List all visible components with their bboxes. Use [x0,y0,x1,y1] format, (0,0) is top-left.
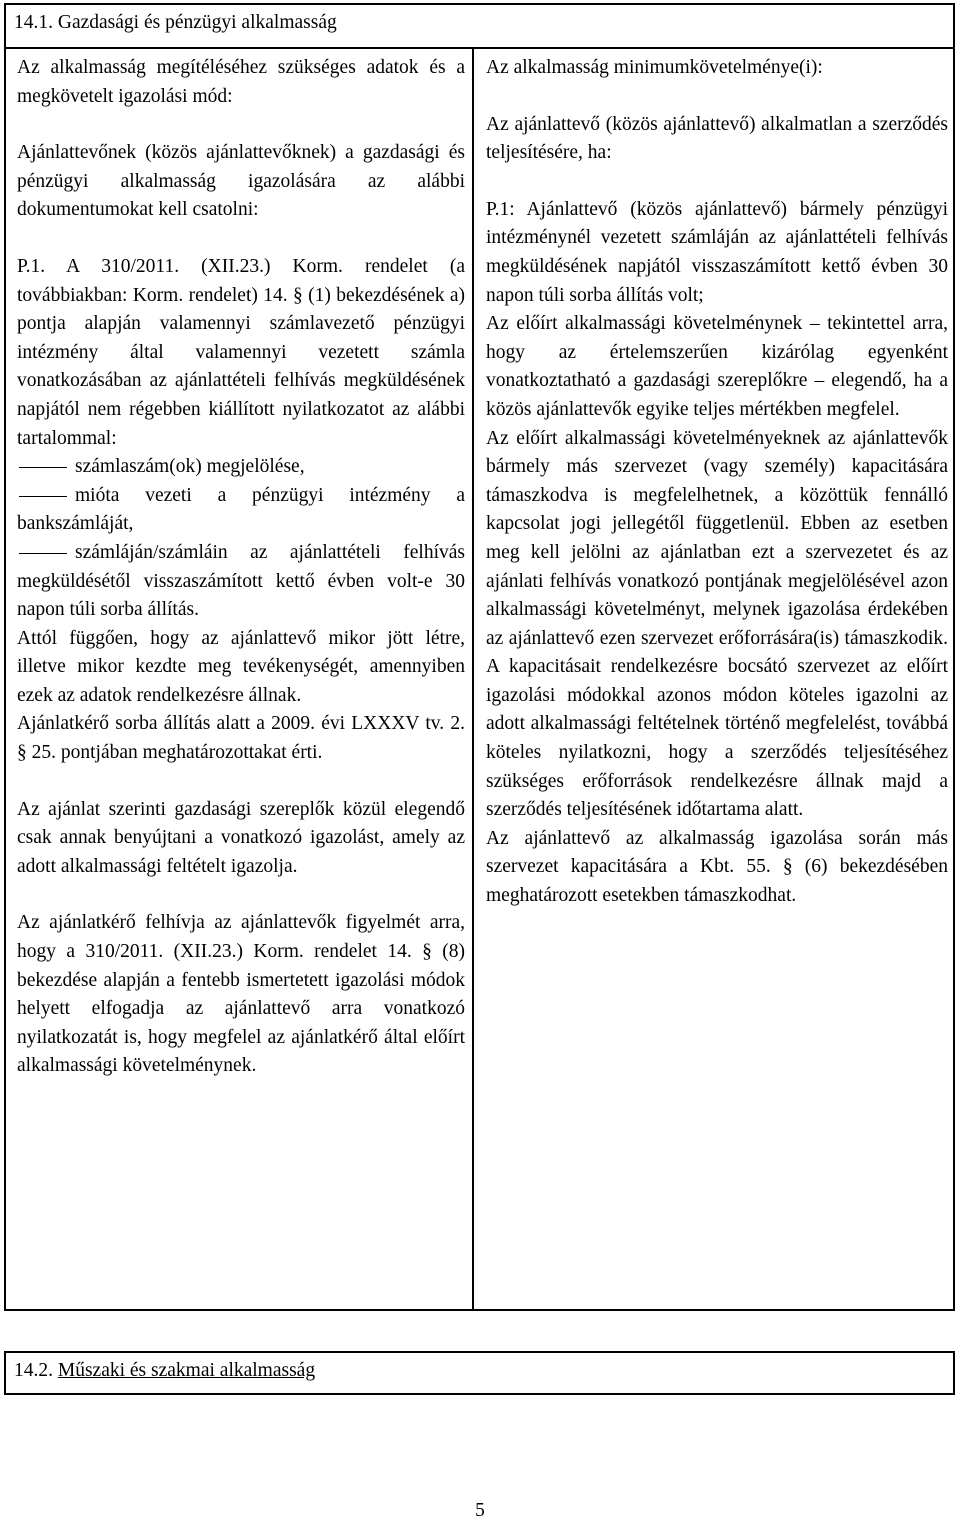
right-unfit-condition: Az ajánlattevő (közös ajánlattevő) alkalmatlan a szerződés teljesítésére, ha: [486,113,948,164]
left-p1-text: P.1. A 310/2011. (XII.23.) Korm. rendelet (a továbbiakban: Korm. rendelet) 14. § (1) bekezdésének a) pontja alapján valamennyi számlavezető pénzügyi intézmény által valamennyi vezetett számla vonatkozásában az ajánlattételi felhívás megküldésének napjától nem régebben kiállított nyilatkozatot az alábbi tartalommal: [17,255,465,449]
column-divider [472,49,474,1309]
left-requirement: Ajánlattevőnek (közös ajánlattevőknek) a gazdasági és pénzügyi alkalmasság igazolására az alábbi dokumentumokat kell csatolni: [17,142,465,221]
right-column [486,54,948,911]
left-note-declaration: Az ajánlatkérő felhívja az ajánlattevők figyelmét arra, hogy a 310/2011. (XII.23.) Korm. rendelet 14. § (8) bekezdése alapján a fentebb ismertetett igazolási módok helyett elfogadja az ajánlattevő arra vonatkozó nyilatkozatát is, hogy megfelel az ajánlatkérő által előírt alkalmassági követelménynek. [17,912,465,1077]
section-14-2-box [4,1351,955,1395]
right-note-kbt: Az ajánlattevő az alkalmasság igazolása során más szervezet kapacitására a Kbt. 55. § (6) bekezdésében meghatározott esetekben támaszkodhat. [486,827,948,907]
list-item: mióta vezeti a pénzügyi intézmény a bankszámláját, [17,484,465,535]
left-intro: Az alkalmasság megítéléséhez szükséges adatok és a megkövetelt igazolási mód: [17,57,465,107]
section-14-1-box [4,3,955,1311]
left-note-partners: Az ajánlat szerinti gazdasági szereplők közül elegendő csak annak benyújtani a vonatkozó igazolást, amely az adott alkalmassági feltételt igazolja. [17,798,465,877]
section-title: 14.2. Műszaki és szakmai alkalmasság [14,1360,316,1381]
section-header [6,5,953,49]
left-note-dependency: Attól függően, hogy az ajánlattevő mikor jött létre, illetve mikor kezdte meg tevékenységét, amennyiben ezek az adatok rendelkezésre állnak. [17,627,465,706]
list-item: számláján/számláin az ajánlattételi felhívás megküldésétől visszaszámított kettő évben volt-e 30 napon túli sorba állítás. [17,541,465,621]
dash-icon [19,553,67,554]
right-p1-text: P.1: Ajánlattevő (közös ajánlattevő) bármely pénzügyi intézménynél vezetett számláján az ajánlattételi felhívás megküldésének napjától visszaszámított kettő évben 30 napon túli sorba állítás volt; [486,198,948,306]
left-note-definition: Ajánlatkérő sorba állítás alatt a 2009. évi LXXXV tv. 2. § 25. pontjában meghatározottakat érti. [17,713,465,764]
right-note-joint: Az előírt alkalmassági követelménynek – tekintettel arra, hogy az értelemszerűen kizárólag egyenként vonatkoztatható a gazdasági szereplőkre – elegendő, ha a közös ajánlattevők egyike teljes mértékben megfelel. [486,313,948,420]
right-intro: Az alkalmasság minimumkövetelménye(i): [486,57,823,78]
page-number: 5 [475,1500,485,1521]
dash-icon [19,467,67,468]
right-note-capacity: Az előírt alkalmassági követelményeknek az ajánlattevők bármely más szervezet (vagy személy) kapacitására támaszkodva is megfelelhetnek, a közöttük fennálló kapcsolat jogi jellegétől függetlenül. Ebben az esetben meg kell jelölni az ajánlatban ezt a szervezetet és az ajánlati felhívás vonatkozó pontjának megjelölésével azon alkalmassági követelményt, melynek igazolása érdekében az ajánlattevő ezen szervezet erőforrására(is) támaszkodik. A kapacitásait rendelkezésre bocsátó szervezet az előírt igazolási módokkal azonos módon köteles igazolni az adott alkalmassági feltételnek történő megfelelést, továbbá köteles nyilatkozni, hogy a szerződés teljesítéséhez szükséges erőforrások rendelkezésre állnak majd a szerződés teljesítésének időtartama alatt. [486,427,948,821]
section-title: 14.1. Gazdasági és pénzügyi alkalmasság [14,12,337,33]
left-column [17,54,465,1081]
list-item: számlaszám(ok) megjelölése, [17,453,465,482]
dash-icon [19,496,67,497]
